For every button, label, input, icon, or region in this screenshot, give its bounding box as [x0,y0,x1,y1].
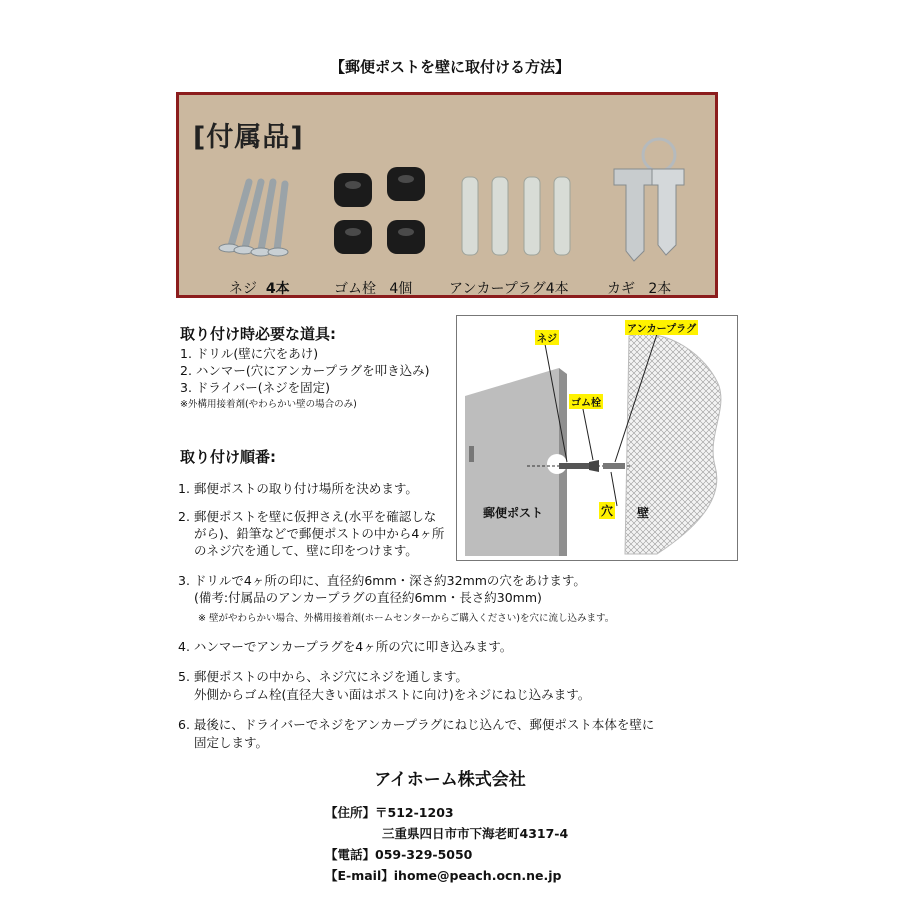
accessories-photo [176,92,718,298]
accessories-heading: [付属品] [193,122,304,153]
tool-item: 3. ドライバー(ネジを固定) [180,380,331,395]
step-6-line: 固定します。 [194,735,269,750]
step-2-line: 2. 郵便ポストを壁に仮押さえ(水平を確認しな [178,509,437,524]
step-3-line: (備考:付属品のアンカープラグの直径約6mm・長さ約30mm) [194,590,542,605]
step-5-line: 5. 郵便ポストの中から、ネジ穴にネジを通します。 [178,669,468,684]
caption-key: カギ 2本 [607,281,672,297]
caption-anchor: アンカープラグ4本 [449,281,569,297]
page-title: 【郵便ポストを壁に取付ける方法】 [329,58,570,76]
step-4: 4. ハンマーでアンカープラグを4ヶ所の穴に叩き込みます。 [178,639,513,654]
installation-diagram [456,315,738,561]
label-anchor: アンカープラグ [625,320,698,335]
label-mailbox: 郵便ポスト [483,506,544,520]
rubber-plugs-image [329,165,429,265]
step-1: 1. 郵便ポストの取り付け場所を決めます。 [178,481,418,496]
address-line: 三重県四日市市下海老町4317-4 [382,826,569,841]
label-wall: 壁 [637,506,650,520]
step-6-line: 6. 最後に、ドライバーでネジをアンカープラグにねじ込んで、郵便ポスト本体を壁に [178,717,655,732]
step-2-line: のネジ穴を通して、壁に印をつけます。 [194,543,418,558]
step-3-note: ※ 壁がやわらかい場合、外構用接着剤(ホームセンターからご購入ください)を穴に流し込みます。 [198,613,615,624]
step-2-line: がら)、鉛筆などで郵便ポストの中から4ヶ所 [194,526,445,541]
steps-heading: 取り付け順番: [180,448,276,466]
label-screw: ネジ [535,330,559,345]
tool-item: 1. ドリル(壁に穴をあけ) [180,346,319,361]
label-hole: 穴 [601,504,614,518]
label-rubber: ゴム栓 [569,394,603,409]
company-name: アイホーム株式会社 [374,770,526,790]
anchor-plugs-image [454,173,579,263]
step-3-line: 3. ドリルで4ヶ所の印に、直径約6mm・深さ約32mmの穴をあけます。 [178,573,586,588]
phone-row: 【電話】059-329-5050 [325,847,473,862]
keys-image [604,133,694,263]
tools-note: ※外構用接着剤(やわらかい壁の場合のみ) [180,399,357,410]
screws-image [209,170,299,260]
step-5-line: 外側からゴム栓(直径大きい面はポストに向け)をネジにねじ込みます。 [194,687,591,702]
caption-screw: ネジ 4本 [229,281,290,297]
address-row: 【住所】〒512-1203 [325,805,454,820]
tool-item: 2. ハンマー(穴にアンカープラグを叩き込み) [180,363,430,378]
tools-heading: 取り付け時必要な道具: [180,325,336,343]
email-row: 【E-mail】ihome@peach.ocn.ne.jp [325,868,562,883]
caption-rubber: ゴム栓 4個 [334,281,413,297]
